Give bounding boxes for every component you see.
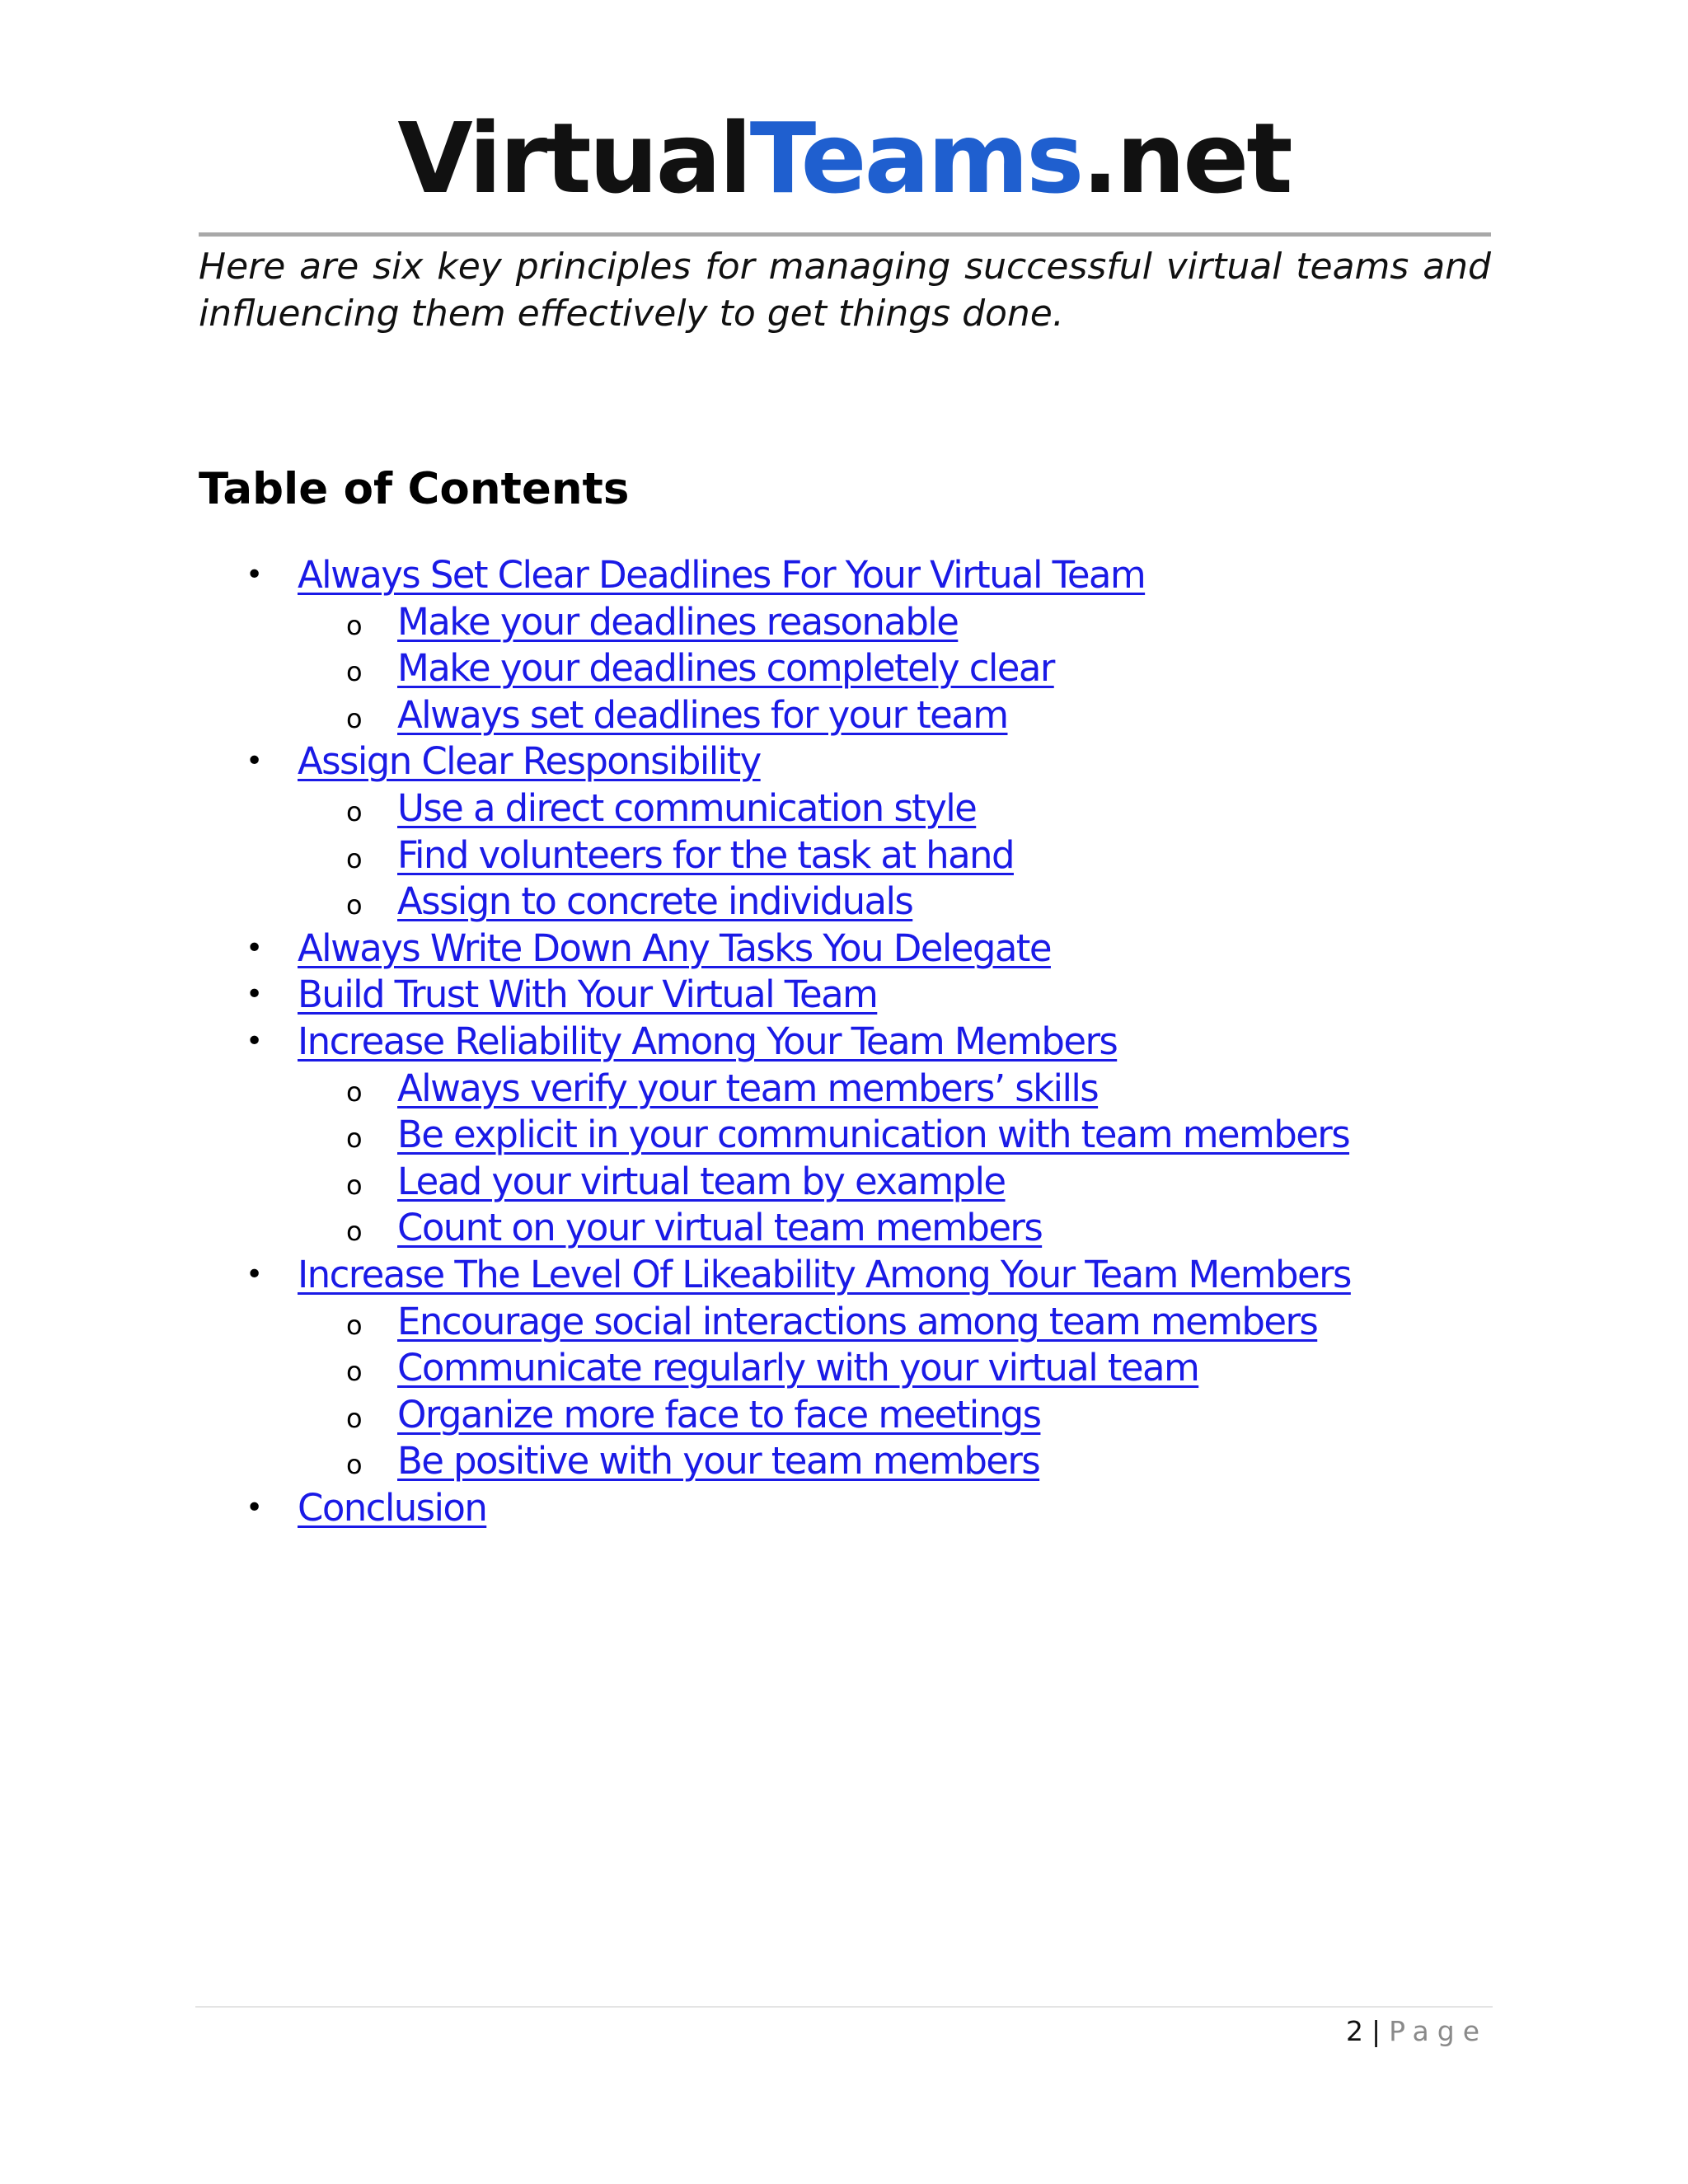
site-logo [0, 101, 1688, 216]
toc-section-item [0, 926, 1688, 972]
circle-bullet-icon: o [346, 795, 363, 827]
toc-section-link[interactable]: Always Write Down Any Tasks You Delegate [298, 926, 1051, 970]
circle-bullet-icon: o [346, 1169, 363, 1201]
toc-section-link[interactable]: Conclusion [298, 1485, 487, 1530]
toc-subsection-link[interactable]: Organize more face to face meetings [397, 1392, 1041, 1436]
toc-section-item [0, 972, 1688, 1019]
toc-subsection-link[interactable]: Find volunteers for the task at hand [397, 832, 1014, 877]
circle-bullet-icon: o [346, 1122, 363, 1155]
toc-section-item [0, 1019, 1688, 1066]
circle-bullet-icon: o [346, 842, 363, 874]
toc-section-item [0, 1485, 1688, 1532]
toc-subsection-link[interactable]: Use a direct communication style [397, 785, 977, 830]
toc-section-link[interactable]: Increase The Level Of Likeability Among Your Team Members [298, 1252, 1351, 1296]
bullet-icon: • [246, 1257, 264, 1291]
bullet-icon: • [246, 744, 264, 779]
bullet-icon: • [246, 1490, 264, 1525]
toc-subsection-link[interactable]: Encourage social interactions among team members [397, 1299, 1318, 1343]
toc-section-item [0, 552, 1688, 599]
toc-subsection-item [0, 1159, 1688, 1206]
toc-section-link[interactable]: Increase Reliability Among Your Team Members [298, 1019, 1118, 1063]
intro-paragraph: Here are six key principles for managing successful virtual teams and influencing them effectively to get things done. [199, 246, 1491, 335]
toc-subsection-item [0, 1438, 1688, 1485]
logo-text-teams: Teams [749, 101, 1082, 215]
circle-bullet-icon: o [346, 1216, 363, 1248]
toc-subsection-item [0, 1205, 1688, 1252]
toc-subsection-item [0, 1299, 1688, 1346]
toc-subsection-link[interactable]: Communicate regularly with your virtual team [397, 1346, 1199, 1390]
logo-text-net: .net [1081, 101, 1291, 215]
header-divider [199, 232, 1491, 237]
circle-bullet-icon: o [346, 1449, 363, 1481]
toc-subsection-link[interactable]: Count on your virtual team members [397, 1206, 1043, 1250]
toc-subsection-link[interactable]: Make your deadlines reasonable [397, 599, 959, 644]
toc-subsection-link[interactable]: Make your deadlines completely clear [397, 646, 1054, 691]
bullet-icon: • [246, 930, 264, 965]
table-of-contents [0, 552, 1688, 1531]
toc-section-link[interactable]: Build Trust With Your Virtual Team [298, 972, 878, 1017]
circle-bullet-icon: o [346, 1356, 363, 1388]
toc-heading: Table of Contents [199, 464, 630, 514]
circle-bullet-icon: o [346, 889, 363, 921]
circle-bullet-icon: o [346, 1402, 363, 1434]
bullet-icon: • [246, 977, 264, 1012]
toc-subsection-item [0, 1392, 1688, 1439]
page-footer [1346, 2011, 1488, 2052]
toc-subsection-link[interactable]: Assign to concrete individuals [397, 879, 913, 924]
page-number: 2 [1345, 2015, 1363, 2047]
toc-section-link[interactable]: Assign Clear Responsibility [298, 739, 761, 784]
logo-text-virtual: Virtual [397, 101, 750, 215]
page-label: Page [1389, 2015, 1488, 2047]
toc-subsection-item [0, 879, 1688, 926]
toc-subsection-item [0, 832, 1688, 879]
circle-bullet-icon: o [346, 1076, 363, 1108]
toc-subsection-link[interactable]: Always verify your team members’ skills [397, 1066, 1099, 1110]
toc-subsection-item [0, 645, 1688, 692]
toc-subsection-item [0, 1066, 1688, 1113]
toc-section-link[interactable]: Always Set Clear Deadlines For Your Virtual Team [298, 553, 1146, 597]
circle-bullet-icon: o [346, 1309, 363, 1341]
toc-subsection-item [0, 785, 1688, 832]
circle-bullet-icon: o [346, 609, 363, 641]
bullet-icon: • [246, 558, 264, 592]
toc-subsection-item [0, 599, 1688, 646]
toc-subsection-item [0, 692, 1688, 739]
toc-subsection-link[interactable]: Be explicit in your communication with team members [397, 1113, 1350, 1157]
footer-divider [195, 2006, 1493, 2008]
bullet-icon: • [246, 1024, 264, 1058]
footer-separator: | [1371, 2015, 1381, 2047]
toc-subsection-link[interactable]: Be positive with your team members [397, 1439, 1040, 1483]
circle-bullet-icon: o [346, 702, 363, 734]
toc-section-item [0, 738, 1688, 785]
circle-bullet-icon: o [346, 656, 363, 688]
toc-section-item [0, 1252, 1688, 1299]
toc-subsection-item [0, 1345, 1688, 1392]
toc-subsection-link[interactable]: Always set deadlines for your team [397, 692, 1008, 737]
toc-subsection-link[interactable]: Lead your virtual team by example [397, 1159, 1006, 1203]
toc-subsection-item [0, 1112, 1688, 1159]
